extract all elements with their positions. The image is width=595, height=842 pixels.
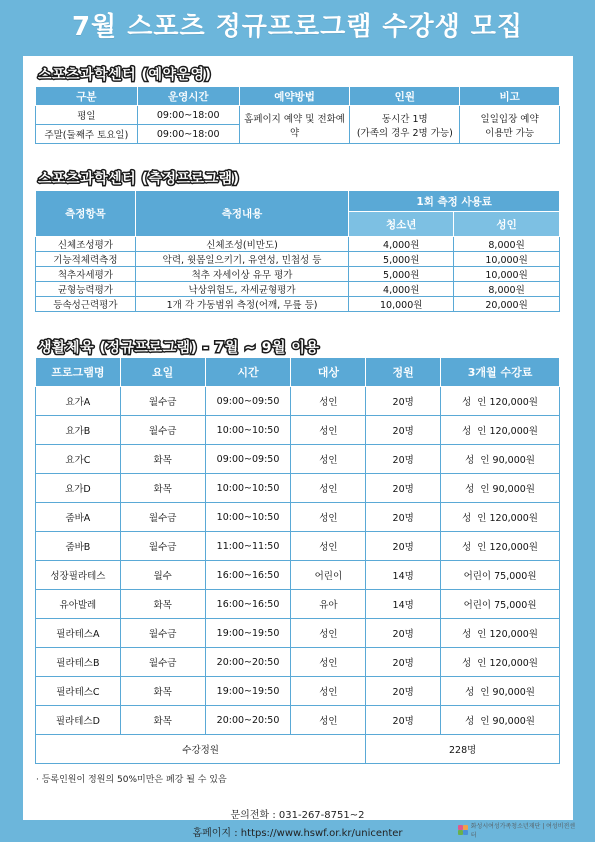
- cell-adult: 20,000원: [454, 297, 560, 312]
- table-row: [36, 706, 560, 735]
- total-row: [36, 735, 560, 764]
- table-row: [36, 677, 560, 706]
- section2-title: 스포츠과학센터 (측정프로그램): [38, 171, 240, 187]
- cell-days: 월수: [120, 561, 205, 590]
- cell-capacity: 20명: [366, 474, 441, 503]
- table-row: [36, 445, 560, 474]
- table-row: [36, 590, 560, 619]
- cell-name: 필라테스B: [36, 648, 121, 677]
- cell-time: 10:00~10:50: [205, 474, 291, 503]
- cell-note: [460, 106, 560, 144]
- cell-time: 20:00~20:50: [205, 648, 291, 677]
- total-value: 228명: [366, 735, 560, 764]
- cell-target: 성인: [291, 706, 366, 735]
- cell-time: 10:00~10:50: [205, 503, 291, 532]
- table-row: [36, 532, 560, 561]
- cell-target: 성인: [291, 532, 366, 561]
- header-adult: 성인: [454, 212, 560, 237]
- table-row: [36, 416, 560, 445]
- cell-capacity: 20명: [366, 677, 441, 706]
- table-row: [36, 282, 560, 297]
- table-row: [36, 474, 560, 503]
- cell-content: 악력, 윗몸일으키기, 유연성, 민첩성 등: [135, 252, 349, 267]
- cell-days: 화목: [120, 677, 205, 706]
- cell-fee: 성 인 120,000원: [441, 532, 560, 561]
- table-row: [36, 503, 560, 532]
- cell-adult: 8,000원: [454, 282, 560, 297]
- cell-name: 요가C: [36, 445, 121, 474]
- cell-fee: 성 인 120,000원: [441, 387, 560, 416]
- cell-target: 성인: [291, 677, 366, 706]
- header-time: 시간: [205, 358, 291, 387]
- cell-time: 16:00~16:50: [205, 561, 291, 590]
- capacity-line2: (가족의 경우 2명 가능): [356, 127, 453, 139]
- foundation-logo: [458, 823, 578, 837]
- cell-fee: 성 인 120,000원: [441, 416, 560, 445]
- cell-adult: 10,000원: [454, 267, 560, 282]
- table-row: [36, 297, 560, 312]
- cell-capacity: 20명: [366, 648, 441, 677]
- homepage-link[interactable]: 홈페이지 : https://www.hswf.or.kr/unicenter: [192, 828, 403, 839]
- cell-days: 월수금: [120, 532, 205, 561]
- cell-fee: 성 인 90,000원: [441, 445, 560, 474]
- header-note: 비고: [460, 87, 560, 106]
- cell-type: 평일: [36, 106, 138, 125]
- cell-time: 10:00~10:50: [205, 416, 291, 445]
- cell-youth: 5,000원: [349, 252, 454, 267]
- cell-content: 신체조성(비만도): [135, 237, 349, 252]
- cell-youth: 5,000원: [349, 267, 454, 282]
- cell-target: 성인: [291, 503, 366, 532]
- cell-capacity: 14명: [366, 561, 441, 590]
- cell-name: 필라테스A: [36, 619, 121, 648]
- header-youth: 청소년: [349, 212, 454, 237]
- cell-name: 줌바B: [36, 532, 121, 561]
- cell-days: 화목: [120, 706, 205, 735]
- capacity-line1: 동시간 1명: [381, 113, 428, 125]
- cell-youth: 4,000원: [349, 282, 454, 297]
- header-item: 측정항목: [36, 191, 136, 237]
- cell-name: 필라테스D: [36, 706, 121, 735]
- cell-fee: 성 인 120,000원: [441, 648, 560, 677]
- measurement-table: [35, 190, 560, 312]
- cell-target: 성인: [291, 648, 366, 677]
- cell-days: 월수금: [120, 387, 205, 416]
- table-row: [36, 252, 560, 267]
- header-method: 예약방법: [239, 87, 350, 106]
- cell-item: 기능적체력측정: [36, 252, 136, 267]
- cell-name: 유아발레: [36, 590, 121, 619]
- note-line1: 일일입장 예약: [480, 113, 539, 125]
- header-capacity: 인원: [350, 87, 460, 106]
- header-target: 대상: [291, 358, 366, 387]
- table-row: [36, 106, 560, 125]
- cell-capacity: 20명: [366, 532, 441, 561]
- reservation-table: [35, 86, 560, 144]
- cell-capacity: 20명: [366, 387, 441, 416]
- cell-type: 주말(둘째주 토요일): [36, 125, 138, 144]
- cell-fee: 성 인 90,000원: [441, 474, 560, 503]
- cell-time: 20:00~20:50: [205, 706, 291, 735]
- cell-time: 09:00~09:50: [205, 387, 291, 416]
- cell-days: 화목: [120, 590, 205, 619]
- cell-days: 월수금: [120, 648, 205, 677]
- cell-time: 16:00~16:50: [205, 590, 291, 619]
- cell-time: 19:00~19:50: [205, 677, 291, 706]
- cell-capacity: 14명: [366, 590, 441, 619]
- cell-capacity: 20명: [366, 619, 441, 648]
- cell-fee: 성 인 120,000원: [441, 619, 560, 648]
- cancellation-note: · 등록인원이 정원의 50%미만은 폐강 될 수 있음: [36, 775, 227, 785]
- section1-title: 스포츠과학센터 (예약운영): [38, 67, 212, 83]
- table-row: [36, 648, 560, 677]
- cell-name: 성장필라테스: [36, 561, 121, 590]
- table-row: [36, 387, 560, 416]
- cell-fee: 성 인 90,000원: [441, 677, 560, 706]
- cell-capacity: 20명: [366, 445, 441, 474]
- cell-days: 월수금: [120, 416, 205, 445]
- header-fee: 1회 측정 사용료: [349, 191, 560, 212]
- header-program: 프로그램명: [36, 358, 121, 387]
- header-time: 운영시간: [137, 87, 239, 106]
- table-row: [36, 237, 560, 252]
- cell-fee: 성 인 90,000원: [441, 706, 560, 735]
- cell-capacity: 20명: [366, 706, 441, 735]
- cell-adult: 10,000원: [454, 252, 560, 267]
- cell-time: 19:00~19:50: [205, 619, 291, 648]
- table-row: [36, 561, 560, 590]
- cell-days: 화목: [120, 474, 205, 503]
- cell-content: 1개 각 가동범위 측정(어깨, 무릎 등): [135, 297, 349, 312]
- cell-capacity: 20명: [366, 416, 441, 445]
- cell-fee: 성 인 120,000원: [441, 503, 560, 532]
- section3-title: 생활체육 (정규프로그램) - 7월 ~ 9월 이용: [38, 340, 320, 356]
- table-row: [36, 619, 560, 648]
- cell-name: 요가A: [36, 387, 121, 416]
- cell-name: 요가D: [36, 474, 121, 503]
- cell-adult: 8,000원: [454, 237, 560, 252]
- cell-target: 성인: [291, 416, 366, 445]
- cell-item: 균형능력평가: [36, 282, 136, 297]
- cell-item: 척추자세평가: [36, 267, 136, 282]
- cell-days: 화목: [120, 445, 205, 474]
- cell-item: 신체조성평가: [36, 237, 136, 252]
- logo-text: 화성시여성가족청소년재단 | 여성비전센터: [470, 823, 576, 839]
- cell-name: 필라테스C: [36, 677, 121, 706]
- header-fee: 3개월 수강료: [441, 358, 560, 387]
- cell-days: 월수금: [120, 619, 205, 648]
- program-table: [35, 357, 560, 764]
- cell-target: 성인: [291, 445, 366, 474]
- cell-name: 요가B: [36, 416, 121, 445]
- cell-youth: 4,000원: [349, 237, 454, 252]
- cell-item: 등속성근력평가: [36, 297, 136, 312]
- cell-capacity: 20명: [366, 503, 441, 532]
- cell-content: 낙상위험도, 자세균형평가: [135, 282, 349, 297]
- logo-icon: [458, 825, 468, 835]
- cell-name: 줌바A: [36, 503, 121, 532]
- contact-phone: 문의전화 : 031-267-8751~2: [230, 810, 365, 821]
- cell-time: 11:00~11:50: [205, 532, 291, 561]
- cell-target: 성인: [291, 619, 366, 648]
- page-title: 7월 스포츠 정규프로그램 수강생 모집: [71, 12, 524, 42]
- header-content: 측정내용: [135, 191, 349, 237]
- cell-time: 09:00~18:00: [137, 106, 239, 125]
- cell-capacity: [350, 106, 460, 144]
- total-label: 수강정원: [36, 735, 366, 764]
- cell-days: 월수금: [120, 503, 205, 532]
- cell-target: 유아: [291, 590, 366, 619]
- table-row: [36, 267, 560, 282]
- cell-target: 성인: [291, 474, 366, 503]
- header-type: 구분: [36, 87, 138, 106]
- cell-fee: 어린이 75,000원: [441, 590, 560, 619]
- header-days: 요일: [120, 358, 205, 387]
- cell-target: 어린이: [291, 561, 366, 590]
- cell-content: 척추 자세이상 유무 평가: [135, 267, 349, 282]
- cell-time: 09:00~09:50: [205, 445, 291, 474]
- header-capacity: 정원: [366, 358, 441, 387]
- cell-fee: 어린이 75,000원: [441, 561, 560, 590]
- cell-youth: 10,000원: [349, 297, 454, 312]
- cell-time: 09:00~18:00: [137, 125, 239, 144]
- cell-method: 홈페이지 예약 및 전화예약: [239, 106, 350, 144]
- note-line2: 이용만 가능: [485, 127, 535, 139]
- cell-target: 성인: [291, 387, 366, 416]
